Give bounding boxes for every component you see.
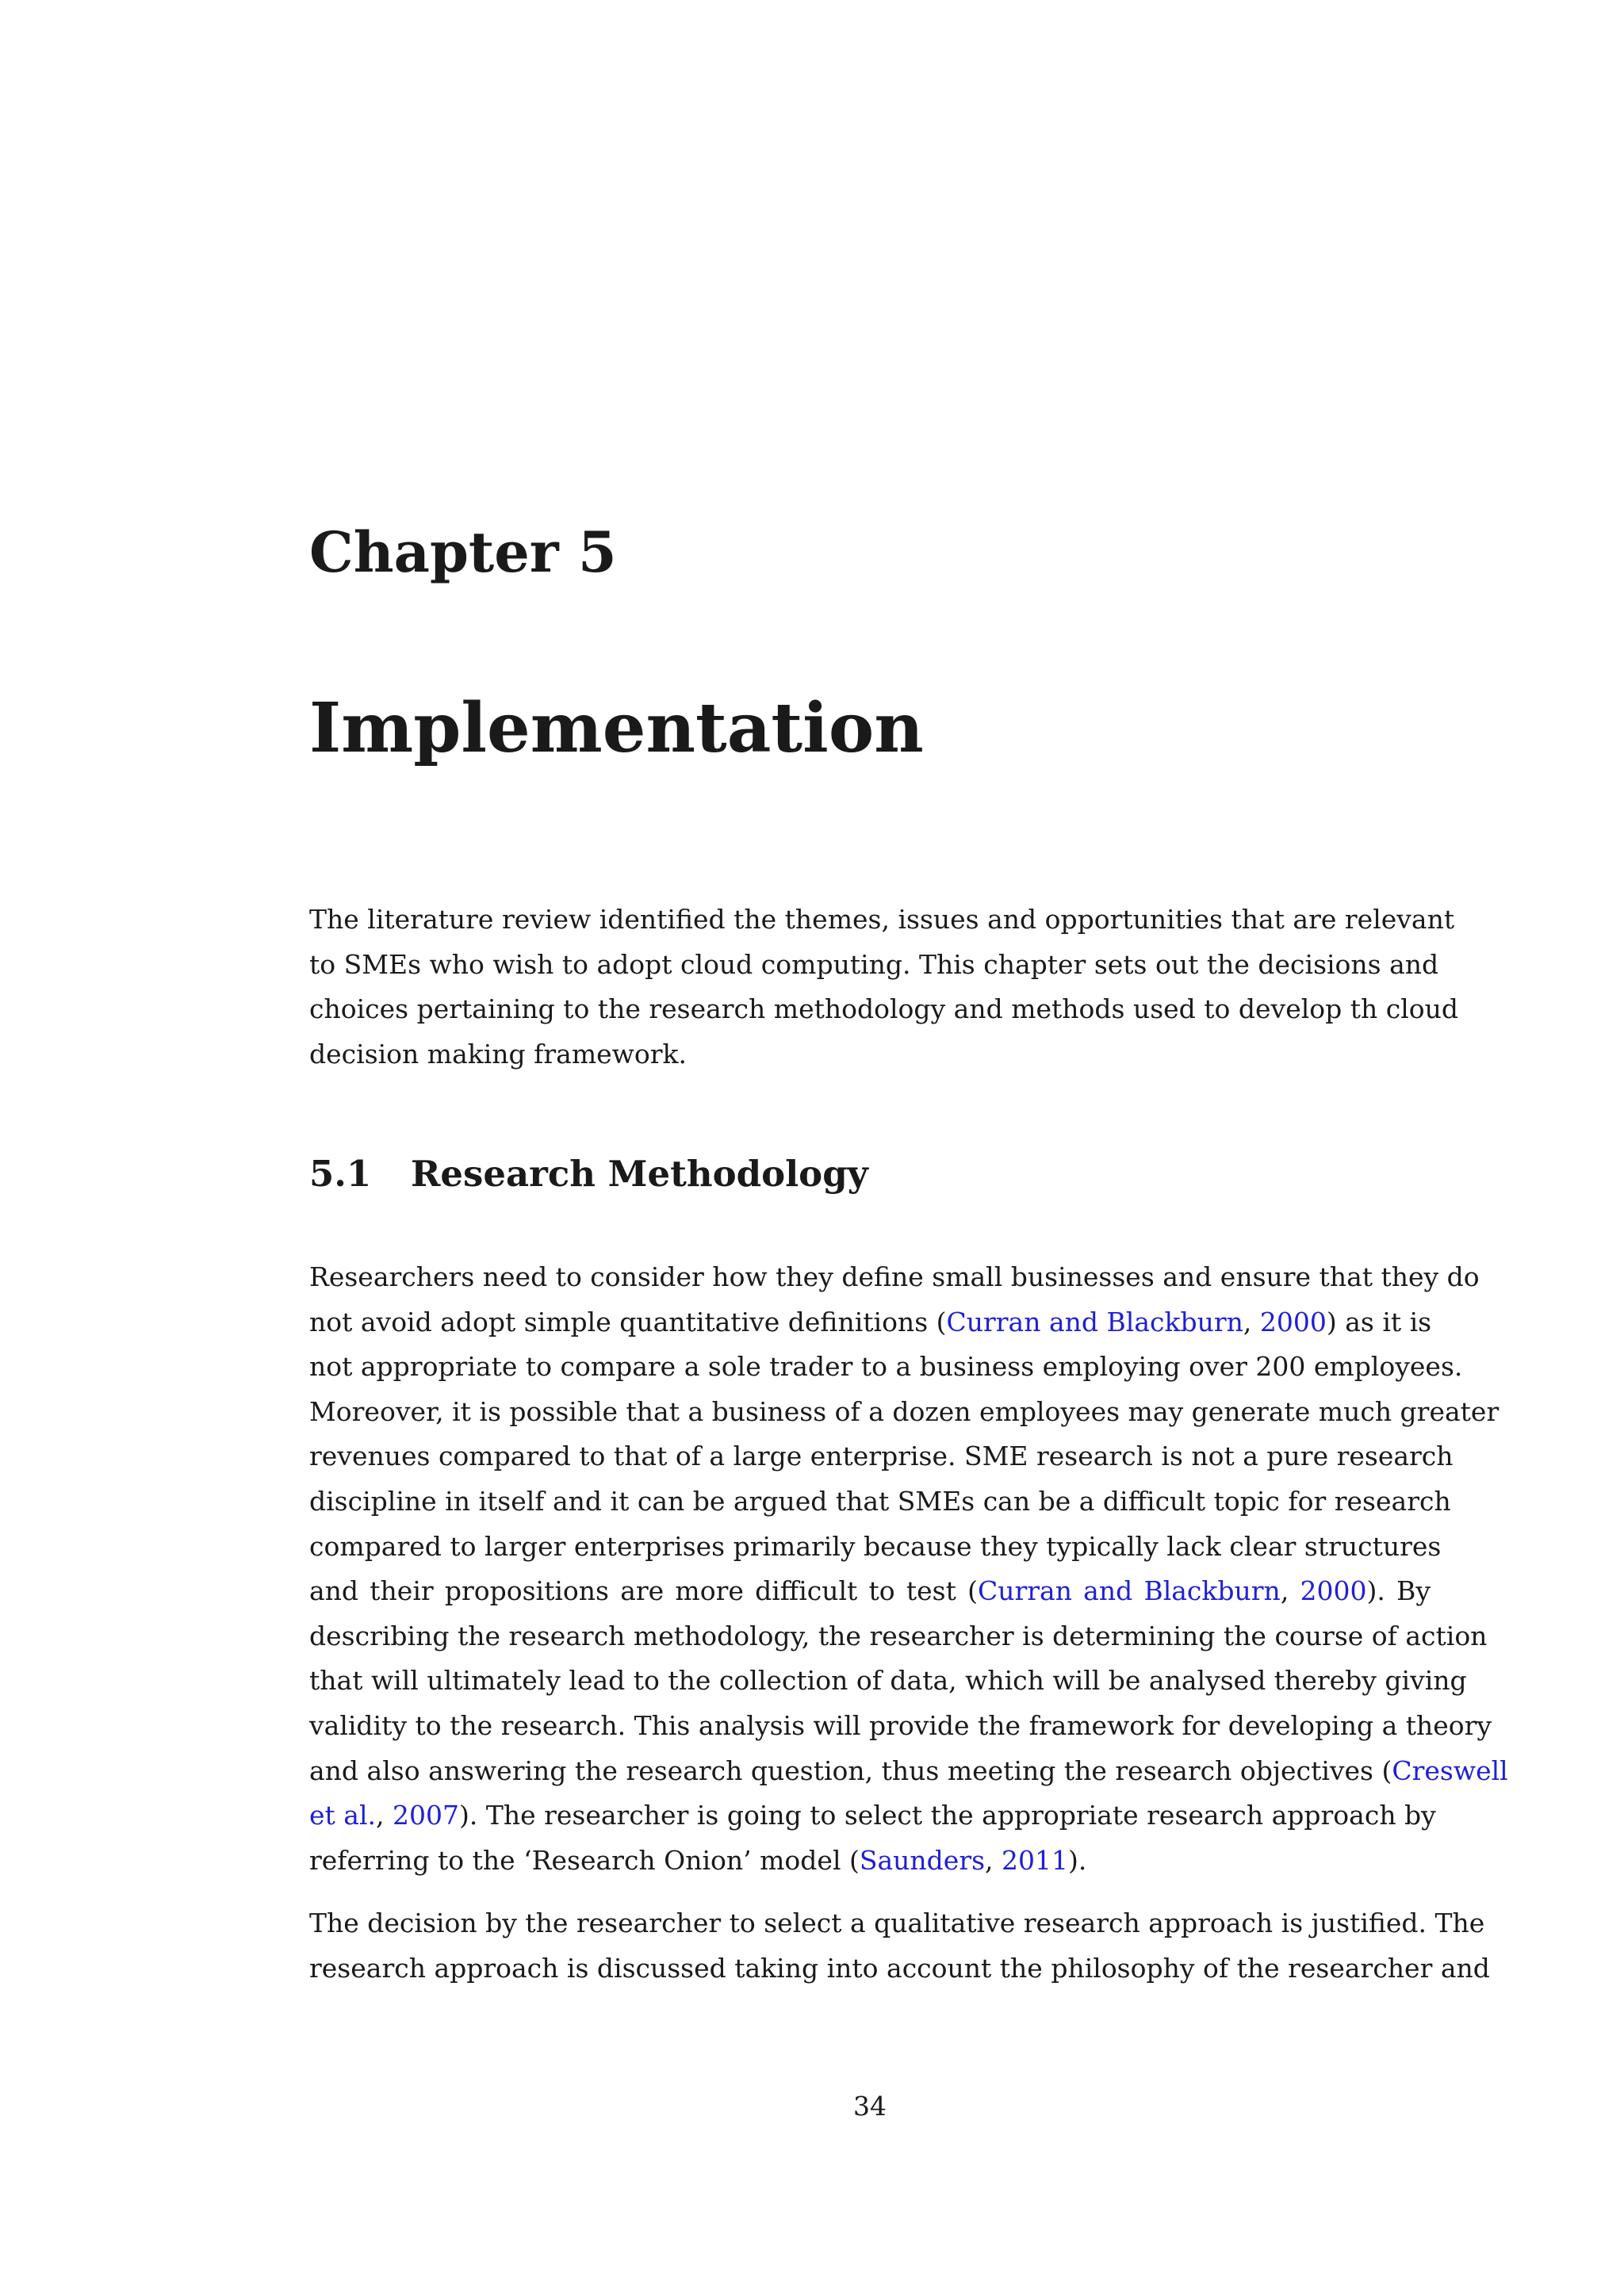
section-title: Research Methodology [411, 1153, 868, 1195]
citation-link[interactable]: Curran and Blackburn [946, 1306, 1243, 1337]
citation-year-link[interactable]: 2007 [392, 1800, 459, 1831]
page-number: 34 [853, 2091, 887, 2122]
text-line: et al., 2007). The researcher is going to select the appropriate research approach by [309, 1800, 1436, 1831]
text-line: decision making framework. [309, 1038, 688, 1070]
text-line: not appropriate to compare a sole trader to a business employing over 200 employees. [309, 1351, 1463, 1383]
text-line: revenues compared to that of a large enterprise. SME research is not a pure research [309, 1441, 1454, 1472]
text-line: that will ultimately lead to the collection of data, which will be analysed thereby giving [309, 1665, 1467, 1697]
chapter-title: Implementation [309, 688, 924, 768]
text-line: describing the research methodology, the researcher is determining the course of action [309, 1620, 1488, 1651]
text-line: research approach is discussed taking into account the philosophy of the researcher and [309, 1952, 1490, 1984]
text-line: The literature review identified the themes, issues and opportunities that are relevant [309, 904, 1455, 935]
text-line: compared to larger enterprises primarily because they typically lack clear structures [309, 1530, 1442, 1562]
text-line: The decision by the researcher to select a qualitative research approach is justified. The [309, 1908, 1485, 1938]
text-line: validity to the research. This analysis will provide the framework for developing a theory [309, 1709, 1492, 1741]
text-line: and their propositions are more difficult to test (Curran and Blackburn, 2000). By [309, 1575, 1431, 1607]
text-line: to SMEs who wish to adopt cloud computing. This chapter sets out the decisions and [309, 948, 1439, 980]
text-line: Researchers need to consider how they define small businesses and ensure that they do [309, 1261, 1480, 1292]
citation-year-link[interactable]: 2000 [1300, 1575, 1367, 1607]
text-line: not avoid adopt simple quantitative definitions (Curran and Blackburn, 2000) as it is [309, 1306, 1432, 1337]
text-line: and also answering the research question, thus meeting the research objectives (Creswell [309, 1755, 1508, 1786]
citation-link[interactable]: Saunders [859, 1844, 986, 1876]
text-line: discipline in itself and it can be argued that SMEs can be a difficult topic for research [309, 1485, 1451, 1517]
chapter-label: Chapter 5 [309, 519, 617, 585]
citation-year-link[interactable]: 2000 [1259, 1306, 1327, 1337]
text-line: Moreover, it is possible that a business of a dozen employees may generate much greater [309, 1395, 1500, 1427]
methodology-paragraph [309, 1255, 1508, 1883]
section-number: 5.1 [309, 1153, 372, 1195]
approach-paragraph [309, 1901, 1490, 1991]
citation-year-link[interactable]: 2011 [1002, 1844, 1068, 1876]
citation-link[interactable]: Creswell [1392, 1755, 1508, 1786]
section-heading [309, 1153, 868, 1195]
citation-link[interactable]: Curran and Blackburn [977, 1575, 1281, 1607]
intro-paragraph [309, 897, 1459, 1077]
text-line: referring to the ‘Research Onion’ model (Saunders, 2011). [309, 1844, 1087, 1876]
citation-link[interactable]: et al. [309, 1800, 376, 1831]
text-line: choices pertaining to the research methodology and methods used to develop th cloud [309, 993, 1459, 1025]
